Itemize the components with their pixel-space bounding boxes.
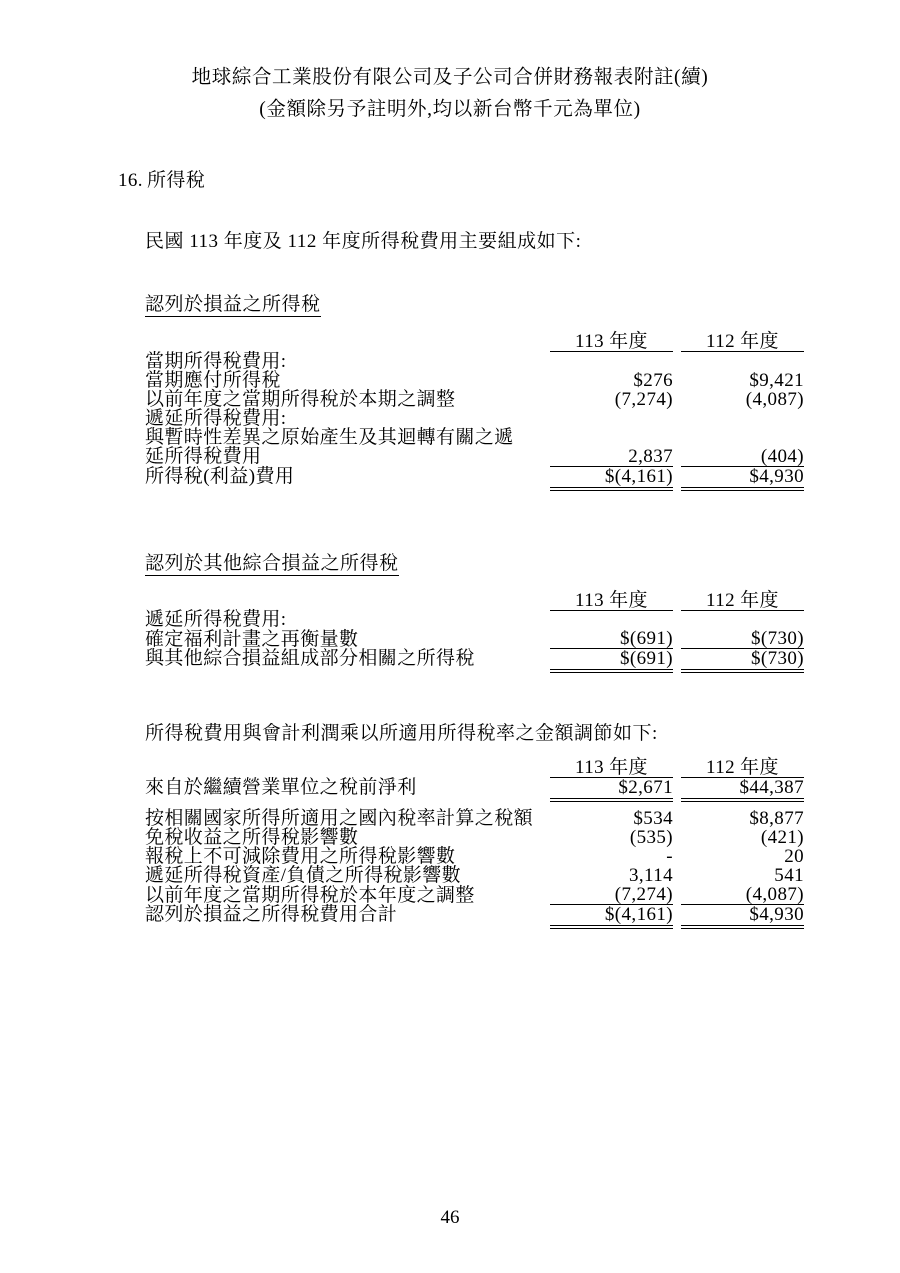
note-heading xyxy=(118,165,900,192)
row-value-112 xyxy=(681,352,804,371)
total-value-112: $4,930 xyxy=(681,905,804,925)
row-value-112: 20 xyxy=(784,846,804,868)
table-tax-reconciliation xyxy=(145,749,804,924)
row-value-113: 2,837 xyxy=(550,447,673,467)
row-value-113: - xyxy=(666,846,673,868)
note-title: 所得稅 xyxy=(146,170,206,192)
row-value-112: 541 xyxy=(774,865,804,887)
row-label: 遞延所得稅費用: xyxy=(145,407,287,429)
pretax-value-113: $2,671 xyxy=(550,778,673,798)
table-row xyxy=(145,352,804,371)
pretax-value-112: $44,387 xyxy=(681,778,804,798)
row-value-112 xyxy=(681,409,804,428)
row-value-113 xyxy=(550,409,673,428)
row-label: 延所得稅費用 xyxy=(145,446,262,468)
row-value-112 xyxy=(681,610,804,629)
table-total-row xyxy=(145,905,804,925)
column-header-112: 112 年度 xyxy=(681,591,804,611)
table-header-row xyxy=(145,332,804,352)
table-row-pretax xyxy=(145,778,804,798)
table-header-row xyxy=(145,758,804,778)
row-label: 當期所得稅費用: xyxy=(145,350,287,372)
row-label: 按相關國家所得所適用之國內稅率計算之稅額 xyxy=(145,808,534,830)
table-total-row xyxy=(145,466,804,486)
row-value-112: $(730) xyxy=(681,629,804,649)
row-value-113: (7,274) xyxy=(550,885,673,905)
row-label: 免稅收益之所得稅影響數 xyxy=(145,827,359,849)
row-value-113: $276 xyxy=(633,369,673,391)
table-row xyxy=(145,847,804,866)
row-value-113: $(691) xyxy=(550,629,673,649)
table-row xyxy=(145,390,804,409)
column-header-112: 112 年度 xyxy=(681,758,804,778)
section-oci-heading-wrap xyxy=(0,512,900,575)
row-value-112: (4,087) xyxy=(745,388,804,410)
column-header-113: 113 年度 xyxy=(550,758,673,778)
table-row xyxy=(145,828,804,847)
row-value-112: (4,087) xyxy=(681,885,804,905)
note-intro-paragraph: 民國 113 年度及 112 年度所得稅費用主要組成如下: xyxy=(145,231,582,253)
row-value-113: $534 xyxy=(633,808,673,830)
recon-intro-paragraph: 所得稅費用與會計利潤乘以所適用所得稅率之金額調節如下: xyxy=(145,723,658,745)
company-title-line: 地球綜合工業股份有限公司及子公司合併財務報表附註(續) xyxy=(191,67,709,88)
header-blank-cell xyxy=(145,591,550,611)
total-label: 與其他綜合損益組成部分相關之所得稅 xyxy=(145,648,475,670)
row-value-113 xyxy=(550,610,673,629)
total-value-113: $(4,161) xyxy=(550,905,673,925)
section-pl-heading-wrap xyxy=(0,253,900,316)
header-blank-cell xyxy=(145,332,550,352)
total-value-113: $(691) xyxy=(550,649,673,669)
page-number: 46 xyxy=(440,1207,460,1228)
table-income-tax-oci xyxy=(145,575,804,669)
row-value-112: $9,421 xyxy=(749,369,804,391)
section-oci-heading: 認列於其他綜合損益之所得稅 xyxy=(145,552,399,574)
table-row xyxy=(145,409,804,428)
row-label: 當期應付所得稅 xyxy=(145,369,281,391)
row-value-113: (7,274) xyxy=(614,388,673,410)
table-row xyxy=(145,447,804,467)
row-label: 以前年度之當期所得稅於本年度之調整 xyxy=(145,884,475,906)
row-value-113: 3,114 xyxy=(628,865,673,887)
row-value-113 xyxy=(550,352,673,371)
table-row xyxy=(145,885,804,905)
total-value-112: $(730) xyxy=(681,649,804,669)
total-value-112: $4,930 xyxy=(681,466,804,486)
row-label: 與暫時性差異之原始產生及其迴轉有關之遞 xyxy=(145,426,514,448)
table-spacer-row xyxy=(145,316,804,332)
row-value-112: (421) xyxy=(760,827,804,849)
row-value-112: (404) xyxy=(681,447,804,467)
table-row xyxy=(145,371,804,390)
currency-unit-line: (金額除另予註明外,均以新台幣千元為單位) xyxy=(259,98,641,120)
table-header-row xyxy=(145,591,804,611)
column-header-112: 112 年度 xyxy=(681,332,804,352)
total-label: 所得稅(利益)費用 xyxy=(145,465,295,487)
row-label: 遞延所得稅費用: xyxy=(145,609,287,631)
row-value-113 xyxy=(550,428,673,447)
row-label: 以前年度之當期所得稅於本期之調整 xyxy=(145,388,456,410)
table-total-row xyxy=(145,649,804,669)
table-row xyxy=(145,610,804,629)
document-header xyxy=(0,0,900,125)
row-value-112: $8,877 xyxy=(749,808,804,830)
table-row xyxy=(145,629,804,649)
column-header-113: 113 年度 xyxy=(550,591,673,611)
total-label: 認列於損益之所得稅費用合計 xyxy=(145,904,398,926)
row-label: 報稅上不可減除費用之所得稅影響數 xyxy=(145,846,456,868)
section-pl-heading: 認列於損益之所得稅 xyxy=(145,294,321,316)
table-spacer-row xyxy=(145,575,804,591)
total-value-113: $(4,161) xyxy=(550,466,673,486)
table-income-tax-pl xyxy=(145,316,804,486)
row-label: 遞延所得稅資產/負債之所得稅影響數 xyxy=(145,865,462,887)
header-blank-cell xyxy=(145,758,550,778)
pretax-label: 來自於繼續營業單位之稅前淨利 xyxy=(145,777,417,799)
note-number: 16. xyxy=(118,170,143,192)
column-header-113: 113 年度 xyxy=(550,332,673,352)
table-row xyxy=(145,866,804,885)
row-value-112 xyxy=(681,428,804,447)
row-label: 確定福利計畫之再衡量數 xyxy=(145,628,359,650)
table-row xyxy=(145,428,804,447)
row-value-113: (535) xyxy=(629,827,673,849)
